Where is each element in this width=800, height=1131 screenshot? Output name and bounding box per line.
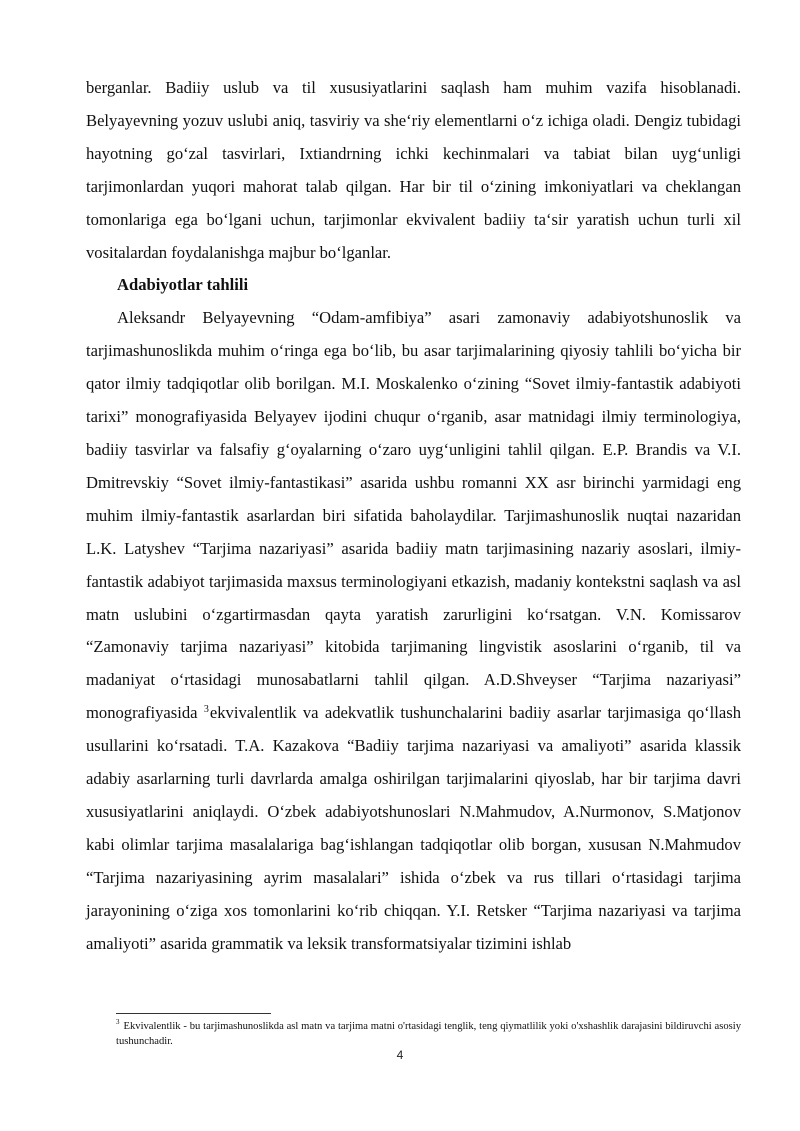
- footnote-reference[interactable]: 3: [203, 703, 209, 715]
- body-text: [86, 72, 741, 960]
- footnote: [116, 1019, 741, 1049]
- page-number: 4: [396, 1048, 404, 1062]
- paragraph-text-part-1: Aleksandr Belyayevning “Odam-amfibiya” asari zamonaviy adabiyotshunoslik va tarjimashunoslikda muhim o‘ringa ega bo‘lib, bu asar tarjimalarining qiyosiy tahlili bo‘yicha bir qator ilmiy tadqiqotlar olib borilgan. M.I. Moskalenko o‘zining “Sovet ilmiy-fantastik adabiyoti tarixi” monografiyasida Belyayev ijodini chuqur o‘rganib, asar matnidagi ilmiy terminologiya, badiiy tasvirlar va falsafiy g‘oyalarning o‘zaro uyg‘unligini tahlil qilgan. E.P. Brandis va V.I. Dmitrevskiy “Sovet ilmiy-fantastikasi” asarida ushbu romanni XX asr birinchi yarmidagi eng muhim ilmiy-fantastik asarlardan biri sifatida baholaydilar. Tarjimashunoslik nuqtai nazaridan L.K. Latyshev “Tarjima nazariyasi” asarida badiiy matn tarjimasining nazariy asoslari, ilmiy-fantastik adabiyot tarjimasida maxsus terminologiyani etkazish, madaniy kontekstni saqlash va asl matn uslubini o‘zgartirmasdan qayta yaratish zarurligini ko‘rsatgan. V.N. Komissarov “Zamonaviy tarjima nazariyasi” kitobida tarjimaning lingvistik asoslarini o‘rganib, til va madaniyat o‘rtasidagi munosabatlarni tahlil qilgan. A.D.Shveyser “Tarjima nazariyasi” monografiyasida: [86, 308, 741, 723]
- footnote-text: Ekvivalentlik - bu tarjimashunoslikda asl matn va tarjima matni o'rtasidagi tenglik, teng qiymatlilik yoki o'xshashlik darajasini bildiruvchi asosiy tushunchadir.: [116, 1021, 741, 1048]
- paragraph-text-part-2: ekvivalentlik va adekvatlik tushunchalarini badiiy asarlar tarjimasiga qo‘llash usullarini ko‘rsatadi. T.A. Kazakova “Badiiy tarjima nazariyasi va amaliyoti” asarida klassik adabiy asarlarning turli davrlarda amalga oshirilgan tarjimalarini qiyoslab, har bir tarjima davri xususiyatlarini aniqlaydi. O‘zbek adabiyotshunoslari N.Mahmudov, A.Nurmonov, S.Matjonov kabi olimlar tarjima masalalariga bag‘ishlangan tadqiqotlar olib borgan, xususan N.Mahmudov “Tarjima nazariyasining ayrim masalalari” ishida o‘zbek va rus tillari o‘rtasidagi tarjima jarayonining o‘ziga xos tomonlarini ko‘rib chiqqan. Y.I. Retsker “Tarjima nazariyasi va tarjima amaliyoti” asarida grammatik va leksik transformatsiyalar tizimini ishlab: [86, 703, 741, 953]
- paragraph-continuation: berganlar. Badiiy uslub va til xususiyatlarini saqlash ham muhim vazifa hisoblanadi. Belyayevning yozuv uslubi aniq, tasviriy va she‘riy elementlarni o‘z ichiga oladi. Dengiz tubidagi hayotning go‘zal tasvirlari, Ixtiandrning ichki kechinmalari va tabiat bilan uyg‘unligi tarjimonlardan yuqori mahorat talab qilgan. Har bir til o‘zining imkoniyatlari va cheklangan tomonlariga ega bo‘lgani uchun, tarjimonlar ekvivalent badiiy ta‘sir yaratish uchun turli xil vositalardan foydalanishga majbur bo‘lganlar.: [86, 78, 741, 262]
- section-heading: Adabiyotlar tahlili: [117, 275, 249, 295]
- paragraph-literature-review: [86, 302, 741, 960]
- footnote-separator: [116, 1013, 271, 1014]
- footnote-number: 3: [116, 1018, 120, 1027]
